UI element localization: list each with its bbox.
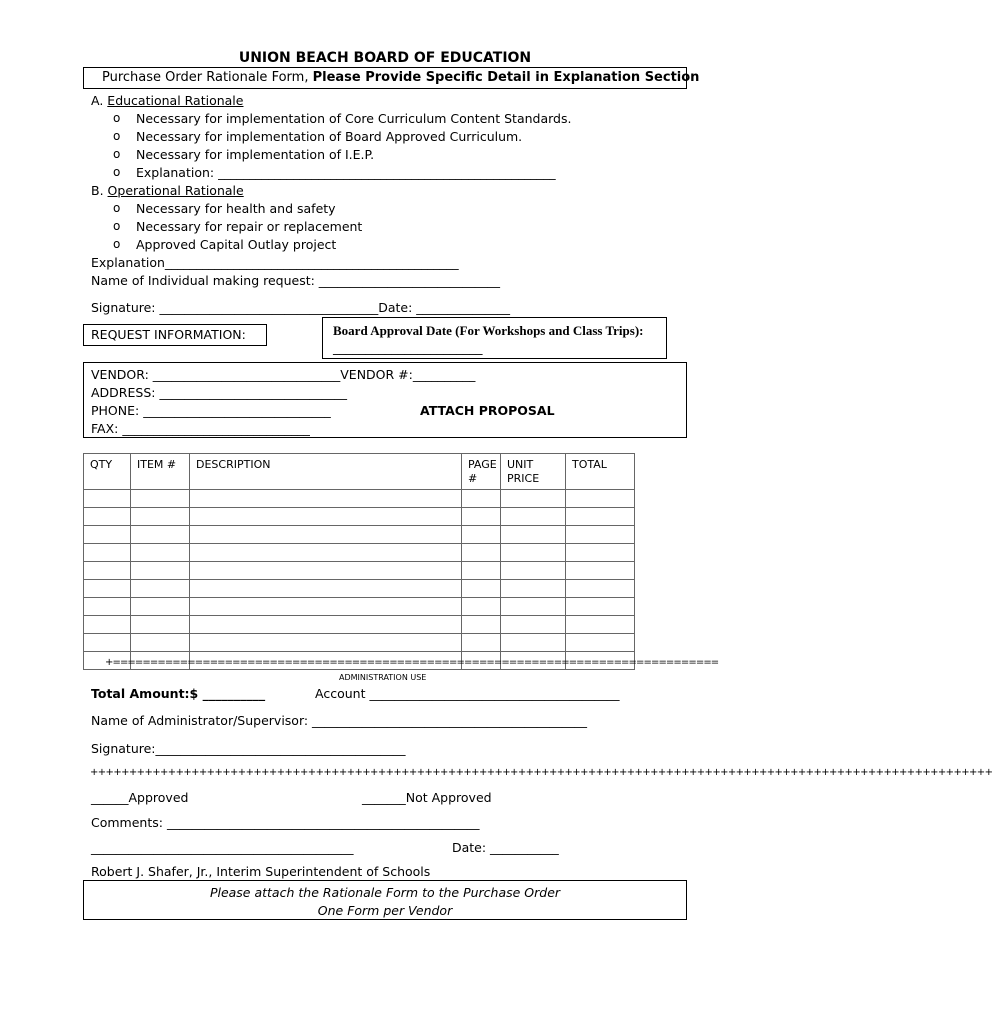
table-cell[interactable]	[190, 634, 462, 652]
table-cell[interactable]	[190, 526, 462, 544]
table-row	[84, 562, 635, 580]
table-cell[interactable]	[462, 616, 501, 634]
table-cell[interactable]	[84, 508, 131, 526]
table-cell[interactable]	[84, 526, 131, 544]
table-cell[interactable]	[131, 490, 190, 508]
table-cell[interactable]	[131, 634, 190, 652]
section-b-heading	[91, 183, 244, 198]
table-row	[84, 616, 635, 634]
admin-use-label: ADMINISTRATION USE	[339, 673, 427, 682]
footer-line-2: One Form per Vendor	[317, 903, 453, 918]
table-cell[interactable]	[501, 526, 566, 544]
section-a-item: Necessary for implementation of Board Approved Curriculum.	[136, 129, 523, 144]
section-a-prefix: A.	[91, 93, 104, 108]
table-cell[interactable]	[190, 490, 462, 508]
table-cell[interactable]	[566, 634, 635, 652]
table-cell[interactable]	[131, 580, 190, 598]
board-approval-field[interactable]: Board Approval Date (For Workshops and Class Trips): _______________________	[333, 323, 644, 356]
comments-field[interactable]: Comments: __________________________________________________	[91, 815, 480, 830]
explanation-b-field[interactable]: Explanation_______________________________________________	[91, 255, 459, 270]
table-cell[interactable]	[190, 544, 462, 562]
bullet-icon: o	[113, 165, 121, 179]
table-cell[interactable]	[462, 562, 501, 580]
explanation-a-field[interactable]: Explanation: ______________________________________________________	[136, 165, 556, 180]
section-a-item: Necessary for implementation of I.E.P.	[136, 147, 375, 162]
table-row	[84, 580, 635, 598]
table-cell[interactable]	[131, 562, 190, 580]
request-info-label: REQUEST INFORMATION:	[91, 327, 246, 342]
table-cell[interactable]	[566, 544, 635, 562]
table-row	[84, 544, 635, 562]
table-cell[interactable]	[131, 616, 190, 634]
table-cell[interactable]	[84, 544, 131, 562]
page-title: UNION BEACH BOARD OF EDUCATION	[238, 50, 532, 66]
section-b-title: Operational Rationale	[107, 183, 244, 198]
table-cell[interactable]	[190, 508, 462, 526]
page-header: PAGE #	[462, 454, 501, 490]
table-cell[interactable]	[84, 616, 131, 634]
section-b-prefix: B.	[91, 183, 104, 198]
section-a-title: Educational Rationale	[107, 93, 244, 108]
administrator-field[interactable]: Name of Administrator/Supervisor: ____________________________________________	[91, 713, 588, 728]
table-row	[84, 508, 635, 526]
account-field[interactable]: Account ________________________________________	[315, 686, 620, 701]
table-cell[interactable]	[131, 526, 190, 544]
signature-date-field[interactable]: Signature: ___________________________________Date: _______________	[91, 300, 511, 315]
item-header: ITEM #	[131, 454, 190, 490]
superintendent-signature-line[interactable]: __________________________________________	[91, 840, 354, 855]
items-table	[83, 453, 635, 670]
admin-signature-field[interactable]: Signature:________________________________________	[91, 741, 406, 756]
superintendent-date-field[interactable]: Date: ___________	[452, 840, 559, 855]
total-header: TOTAL	[566, 454, 635, 490]
table-cell[interactable]	[84, 634, 131, 652]
unit-price-header: UNIT PRICE	[501, 454, 566, 490]
table-cell[interactable]	[566, 616, 635, 634]
table-cell[interactable]	[190, 580, 462, 598]
total-amount-field[interactable]: Total Amount:$ __________	[91, 686, 266, 701]
table-cell[interactable]	[566, 598, 635, 616]
qty-header: QTY	[84, 454, 131, 490]
plus-divider: ++++++++++++++++++++++++++++++++++++++++++++++++++++++++++++++++++++++++++++++++++++++++++++++++++++++++++++++++++++	[90, 767, 992, 778]
footer-line-1: Please attach the Rationale Form to the Purchase Order	[209, 885, 561, 900]
table-cell[interactable]	[462, 526, 501, 544]
table-cell[interactable]	[190, 598, 462, 616]
address-field[interactable]: ADDRESS: ______________________________	[91, 385, 347, 400]
subtitle	[102, 70, 699, 85]
bullet-icon: o	[113, 237, 121, 251]
table-cell[interactable]	[462, 598, 501, 616]
requester-name-field[interactable]: Name of Individual making request: _____________________________	[91, 273, 501, 288]
bullet-icon: o	[113, 147, 121, 161]
approved-field[interactable]: ______Approved	[91, 790, 189, 805]
section-b-item: Necessary for health and safety	[136, 201, 336, 216]
table-cell[interactable]	[84, 490, 131, 508]
section-a-item: Necessary for implementation of Core Curriculum Content Standards.	[136, 111, 572, 126]
table-cell[interactable]	[501, 598, 566, 616]
table-cell[interactable]	[501, 490, 566, 508]
subtitle-plain: Purchase Order Rationale Form,	[102, 70, 309, 85]
table-cell[interactable]	[566, 562, 635, 580]
table-cell[interactable]	[462, 580, 501, 598]
table-cell[interactable]	[501, 508, 566, 526]
section-b-item: Approved Capital Outlay project	[136, 237, 337, 252]
vendor-field[interactable]: VENDOR: ______________________________VENDOR #:__________	[91, 367, 476, 382]
fax-field[interactable]: FAX: ______________________________	[91, 421, 310, 436]
table-row	[84, 490, 635, 508]
phone-field[interactable]: PHONE: ______________________________	[91, 403, 331, 418]
table-cell[interactable]	[501, 562, 566, 580]
attach-proposal-label: ATTACH PROPOSAL	[420, 403, 555, 418]
table-cell[interactable]	[462, 634, 501, 652]
table-cell[interactable]	[84, 562, 131, 580]
bullet-icon: o	[113, 111, 121, 125]
table-cell[interactable]	[566, 526, 635, 544]
bullet-icon: o	[113, 219, 121, 233]
table-cell[interactable]	[501, 544, 566, 562]
table-cell[interactable]	[501, 580, 566, 598]
table-cell[interactable]	[462, 490, 501, 508]
section-b-item: Necessary for repair or replacement	[136, 219, 363, 234]
not-approved-field[interactable]: _______Not Approved	[362, 790, 492, 805]
description-header: DESCRIPTION	[190, 454, 462, 490]
table-cell[interactable]	[462, 508, 501, 526]
table-cell[interactable]	[190, 562, 462, 580]
subtitle-bold: Please Provide Specific Detail in Explanation Section	[312, 70, 700, 85]
table-row	[84, 598, 635, 616]
superintendent-name: Robert J. Shafer, Jr., Interim Superintendent of Schools	[91, 864, 431, 879]
table-cell[interactable]	[566, 580, 635, 598]
table-cell[interactable]	[501, 634, 566, 652]
equals-divider: +=================================================================================	[105, 657, 719, 668]
table-row	[84, 526, 635, 544]
table-cell[interactable]	[501, 616, 566, 634]
table-cell[interactable]	[84, 580, 131, 598]
table-row	[84, 634, 635, 652]
table-cell[interactable]	[131, 508, 190, 526]
table-cell[interactable]	[566, 508, 635, 526]
table-cell[interactable]	[131, 544, 190, 562]
table-cell[interactable]	[190, 616, 462, 634]
table-cell[interactable]	[566, 490, 635, 508]
table-cell[interactable]	[131, 598, 190, 616]
bullet-icon: o	[113, 129, 121, 143]
bullet-icon: o	[113, 201, 121, 215]
table-header-row	[84, 454, 635, 490]
table-cell[interactable]	[84, 598, 131, 616]
table-cell[interactable]	[462, 544, 501, 562]
section-a-heading	[91, 93, 243, 108]
